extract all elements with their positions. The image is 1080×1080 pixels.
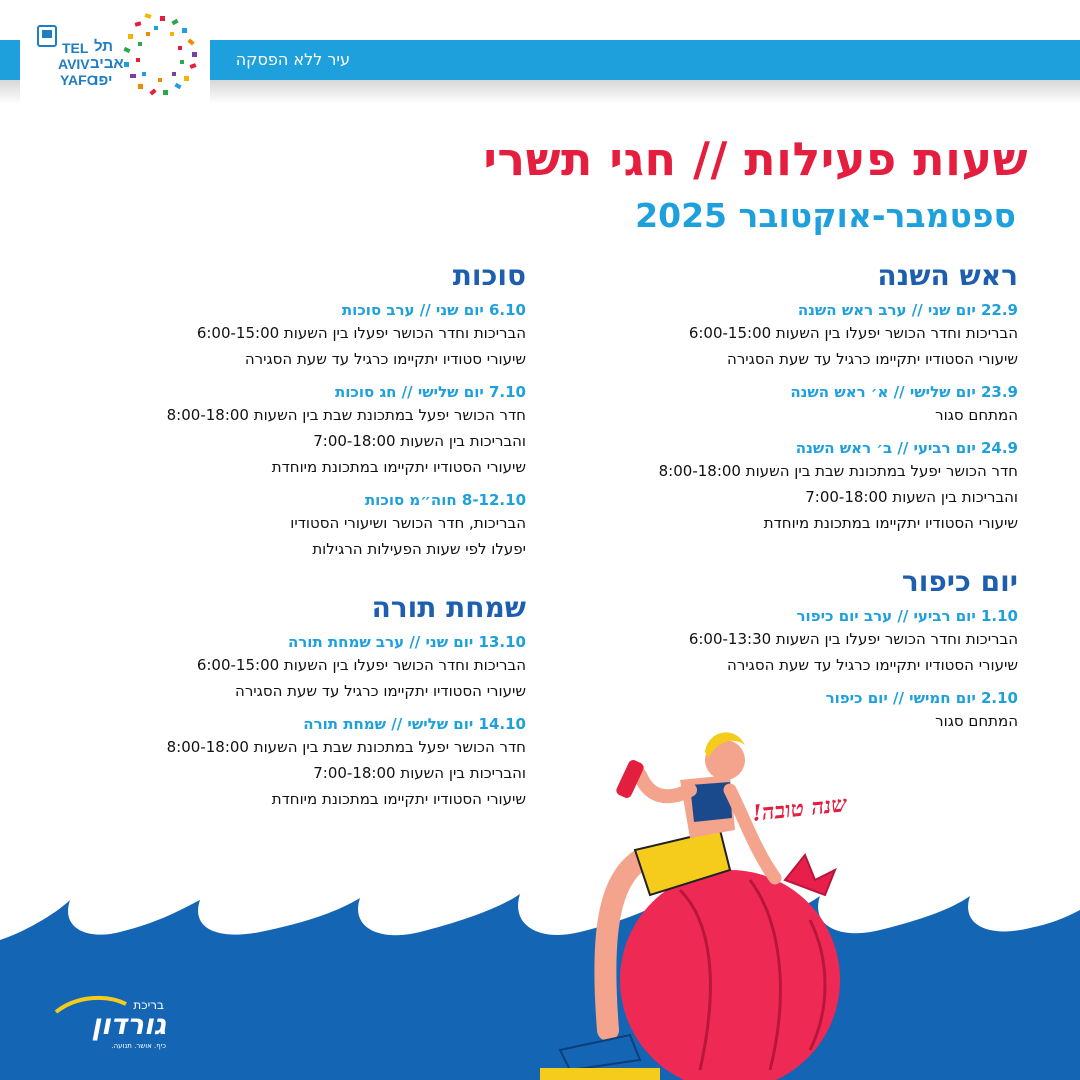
day-line: הבריכות וחדר הכושר יפעלו בין השעות 6:00-15:00 bbox=[196, 324, 526, 342]
day-block bbox=[548, 300, 1018, 372]
day-block bbox=[56, 632, 526, 704]
day-heading: 7.10 יום שלישי // חג סוכות bbox=[335, 383, 526, 401]
day-heading: 23.9 יום שלישי // א׳ ראש השנה bbox=[790, 383, 1018, 401]
day-line: שיעורי הסטודיו יתקיימו כרגיל עד שעת הסגירה bbox=[235, 682, 526, 700]
section-title-yom-kippur: יום כיפור bbox=[901, 565, 1018, 598]
day-line: שיעורי הסטודיו יתקיימו כרגיל עד שעת הסגירה bbox=[727, 656, 1018, 674]
day-line: המתחם סגור bbox=[935, 406, 1018, 424]
logo-text-aviv-he: אביב bbox=[90, 55, 124, 72]
pool-logo-name: גורדון bbox=[91, 1008, 166, 1041]
day-heading: 1.10 יום רביעי // ערב יום כיפור bbox=[796, 607, 1018, 625]
page-subtitle: ספטמבר-אוקטובר 2025 bbox=[635, 196, 1016, 235]
day-line: המתחם סגור bbox=[935, 712, 1018, 730]
day-line: חדר הכושר יפעל במתכונת שבת בין השעות 8:00-18:00 bbox=[166, 406, 526, 424]
section-title-simchat-torah: שמחת תורה bbox=[371, 591, 526, 624]
page-title: שעות פעילות // חגי תשרי bbox=[483, 132, 1028, 186]
day-block bbox=[56, 382, 526, 480]
day-line: שיעורי הסטודיו יתקיימו כרגיל עד שעת הסגירה bbox=[727, 350, 1018, 368]
day-heading: 14.10 יום שלישי // שמחת תורה bbox=[303, 715, 526, 733]
day-line: הבריכות וחדר הכושר יפעלו בין השעות 6:00-15:00 bbox=[196, 656, 526, 674]
logo-text-yafo: YAFO bbox=[60, 72, 98, 88]
day-block bbox=[56, 714, 526, 812]
day-block bbox=[548, 688, 1018, 734]
day-heading: 6.10 יום שני // ערב סוכות bbox=[341, 301, 526, 319]
logo-text-tel: TEL bbox=[62, 40, 89, 56]
day-block bbox=[548, 382, 1018, 428]
pomegranate-illustration bbox=[530, 730, 850, 1080]
section-title-rosh-hashana: ראש השנה bbox=[877, 259, 1018, 292]
day-line: שיעורי הסטודיו יתקיימו במתכונת מיוחדת bbox=[763, 514, 1018, 532]
city-crest-icon bbox=[38, 26, 56, 46]
day-heading: 13.10 יום שני // ערב שמחת תורה bbox=[287, 633, 526, 651]
day-block bbox=[56, 490, 526, 562]
day-line: שיעורי הסטודיו יתקיימו במתכונת מיוחדת bbox=[271, 790, 526, 808]
column-right bbox=[548, 258, 1018, 744]
day-line: והבריכות בין השעות 7:00-18:00 bbox=[313, 764, 526, 782]
logo-text-aviv: AVIV bbox=[58, 56, 90, 72]
day-line: הבריכות וחדר הכושר יפעלו בין השעות 6:00-13:30 bbox=[688, 630, 1018, 648]
day-line: והבריכות בין השעות 7:00-18:00 bbox=[805, 488, 1018, 506]
day-line: והבריכות בין השעות 7:00-18:00 bbox=[313, 432, 526, 450]
day-line: שיעורי סטודיו יתקיימו כרגיל עד שעת הסגירה bbox=[244, 350, 526, 368]
day-line: יפעלו לפי שעות הפעילות הרגילות bbox=[312, 540, 526, 558]
greeting-text: שנה טובה! bbox=[750, 791, 848, 827]
day-line: שיעורי הסטודיו יתקיימו במתכונת מיוחדת bbox=[271, 458, 526, 476]
pool-logo-small: בריכת bbox=[133, 998, 164, 1012]
day-heading: 8-12.10 חוה״מ סוכות bbox=[364, 491, 526, 509]
gordon-pool-logo bbox=[46, 994, 166, 1052]
day-line: הבריכות וחדר הכושר יפעלו בין השעות 6:00-15:00 bbox=[688, 324, 1018, 342]
column-left bbox=[56, 258, 526, 822]
day-heading: 22.9 יום שני // ערב ראש השנה bbox=[797, 301, 1018, 319]
day-line: חדר הכושר יפעל במתכונת שבת בין השעות 8:00-18:00 bbox=[166, 738, 526, 756]
day-block bbox=[56, 300, 526, 372]
day-heading: 24.9 יום רביעי // ב׳ ראש השנה bbox=[795, 439, 1018, 457]
day-block bbox=[548, 606, 1018, 678]
logo-text-yafo-he: יפו bbox=[94, 72, 113, 89]
day-line: הבריכות, חדר הכושר ושיעורי הסטודיו bbox=[290, 514, 526, 532]
day-heading: 2.10 יום חמישי // יום כיפור bbox=[825, 689, 1018, 707]
tagline: עיר ללא הפסקה bbox=[235, 50, 350, 69]
day-block bbox=[548, 438, 1018, 536]
pool-logo-slogan: כיף. אושר. תנועה. bbox=[111, 1042, 166, 1050]
logo-text-tel-he: תל bbox=[94, 38, 114, 55]
day-line: חדר הכושר יפעל במתכונת שבת בין השעות 8:00-18:00 bbox=[658, 462, 1018, 480]
tel-aviv-logo bbox=[20, 6, 210, 130]
section-title-sukkot: סוכות bbox=[452, 259, 526, 292]
